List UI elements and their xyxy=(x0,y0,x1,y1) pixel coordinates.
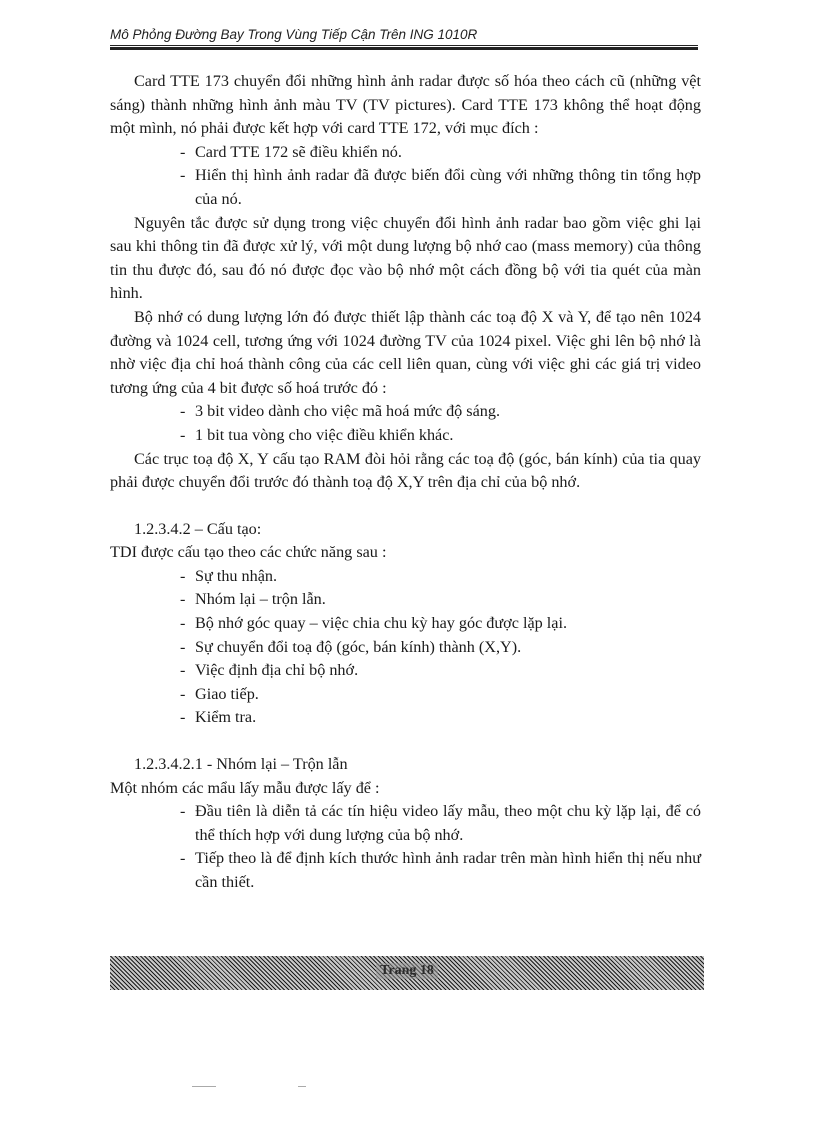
list-item: - Card TTE 172 sẽ điều khiển nó. xyxy=(180,142,402,161)
page-content xyxy=(110,70,701,895)
list-item: - 3 bit video dành cho việc mã hoá mức độ sáng. xyxy=(180,402,501,421)
section-heading: 1.2.3.4.2.1 - Nhóm lại – Trộn lẫn xyxy=(134,755,348,774)
page-header-title: Mô Phỏng Đường Bay Trong Vùng Tiếp Cận Trên ING 1010R xyxy=(110,27,478,42)
section-intro: Một nhóm các mẩu lấy mẫu được lấy để : xyxy=(110,778,380,797)
section-heading: 1.2.3.4.2 – Cấu tạo: xyxy=(134,519,262,538)
paragraph: Các trục toạ độ X, Y cấu tạo RAM đòi hỏi rằng các toạ độ (góc, bán kính) của tia quay phải được chuyển đổi trước đó thành toạ độ X,Y trên địa chỉ của bộ nhớ. xyxy=(110,449,701,492)
section-intro: TDI được cấu tạo theo các chức năng sau : xyxy=(110,543,387,562)
list-item-text: Đầu tiên là diễn tả các tín hiệu video lấy mẫu, theo một chu kỳ lặp lại, để có thể thích hợp với dung lượng của bộ nhớ. xyxy=(195,802,701,844)
header-rule-thick xyxy=(110,47,698,50)
list-item-text: Sự thu nhận. xyxy=(195,566,278,585)
list-item: - Hiển thị hình ảnh radar đã được biến đổi cùng với những thông tin tổng hợp của nó. xyxy=(180,166,701,208)
scan-mark xyxy=(192,1086,216,1087)
scan-mark xyxy=(298,1086,306,1087)
list-item: - Bộ nhớ góc quay – việc chia chu kỳ hay góc được lặp lại. xyxy=(180,614,568,633)
list-item-text: 1 bit tua vòng cho việc điều khiển khác. xyxy=(195,425,454,444)
list-item-text: Nhóm lại – trộn lẫn. xyxy=(195,590,326,609)
list-item-text: Hiển thị hình ảnh radar đã được biến đổi cùng với những thông tin tổng hợp của nó. xyxy=(195,166,701,208)
list-item: - Sự thu nhận. xyxy=(180,566,278,585)
page-number: Trang 18 xyxy=(376,963,438,979)
paragraph: Bộ nhớ có dung lượng lớn đó được thiết lập thành các toạ độ X và Y, để tạo nên 1024 đường và 1024 cell, tương ứng với 1024 đường TV của 1024 pixel. Việc ghi lên bộ nhớ là nhờ việc địa chỉ hoá thành công của các cell liên quan, cùng với việc ghi các giá trị video tương ứng của 4 bit được số hoá trước đó : xyxy=(110,307,701,397)
list-item-text: Giao tiếp. xyxy=(195,684,259,703)
list-item-text: Tiếp theo là để định kích thước hình ảnh radar trên màn hình hiển thị nếu như cần thiết. xyxy=(195,849,701,891)
header-rule-thin xyxy=(110,45,698,46)
paragraph: Nguyên tắc được sử dụng trong việc chuyển đổi hình ảnh radar bao gồm việc ghi lại sau khi thông tin đã được xử lý, với một dung lượng bộ nhớ cao (mass memory) của thông tin thu được đó, sau đó nó được đọc vào bộ nhớ một cách đồng bộ với tia quét của màn hình. xyxy=(110,213,701,303)
list-item: - Kiểm tra. xyxy=(180,708,257,727)
list-item-text: 3 bit video dành cho việc mã hoá mức độ sáng. xyxy=(195,402,501,421)
list-item: - Tiếp theo là để định kích thước hình ảnh radar trên màn hình hiển thị nếu như cần thiết. xyxy=(180,849,701,891)
list-item-text: Việc định địa chỉ bộ nhớ. xyxy=(195,661,359,680)
paragraph: Card TTE 173 chuyển đổi những hình ảnh radar được số hóa theo cách cũ (những vệt sáng) thành những hình ảnh màu TV (TV pictures). Card TTE 173 không thể hoạt động một mình, nó phải được kết hợp với card TTE 172, với mục đích : xyxy=(110,72,701,138)
list-item-text: Bộ nhớ góc quay – việc chia chu kỳ hay góc được lặp lại. xyxy=(195,614,568,633)
list-item: - Việc định địa chỉ bộ nhớ. xyxy=(180,661,359,680)
list-item-text: Sự chuyển đổi toạ độ (góc, bán kính) thành (X,Y). xyxy=(195,637,522,656)
list-item: - Nhóm lại – trộn lẫn. xyxy=(180,590,326,609)
list-item-text: Kiểm tra. xyxy=(195,708,257,727)
list-item: - Đầu tiên là diễn tả các tín hiệu video lấy mẫu, theo một chu kỳ lặp lại, để có thể thích hợp với dung lượng của bộ nhớ. xyxy=(180,802,701,844)
list-item: - Giao tiếp. xyxy=(180,684,259,703)
list-item: - 1 bit tua vòng cho việc điều khiển khác. xyxy=(180,425,454,444)
page-footer-band xyxy=(110,956,704,990)
list-item: - Sự chuyển đổi toạ độ (góc, bán kính) thành (X,Y). xyxy=(180,637,522,656)
list-item-text: Card TTE 172 sẽ điều khiển nó. xyxy=(195,142,402,161)
